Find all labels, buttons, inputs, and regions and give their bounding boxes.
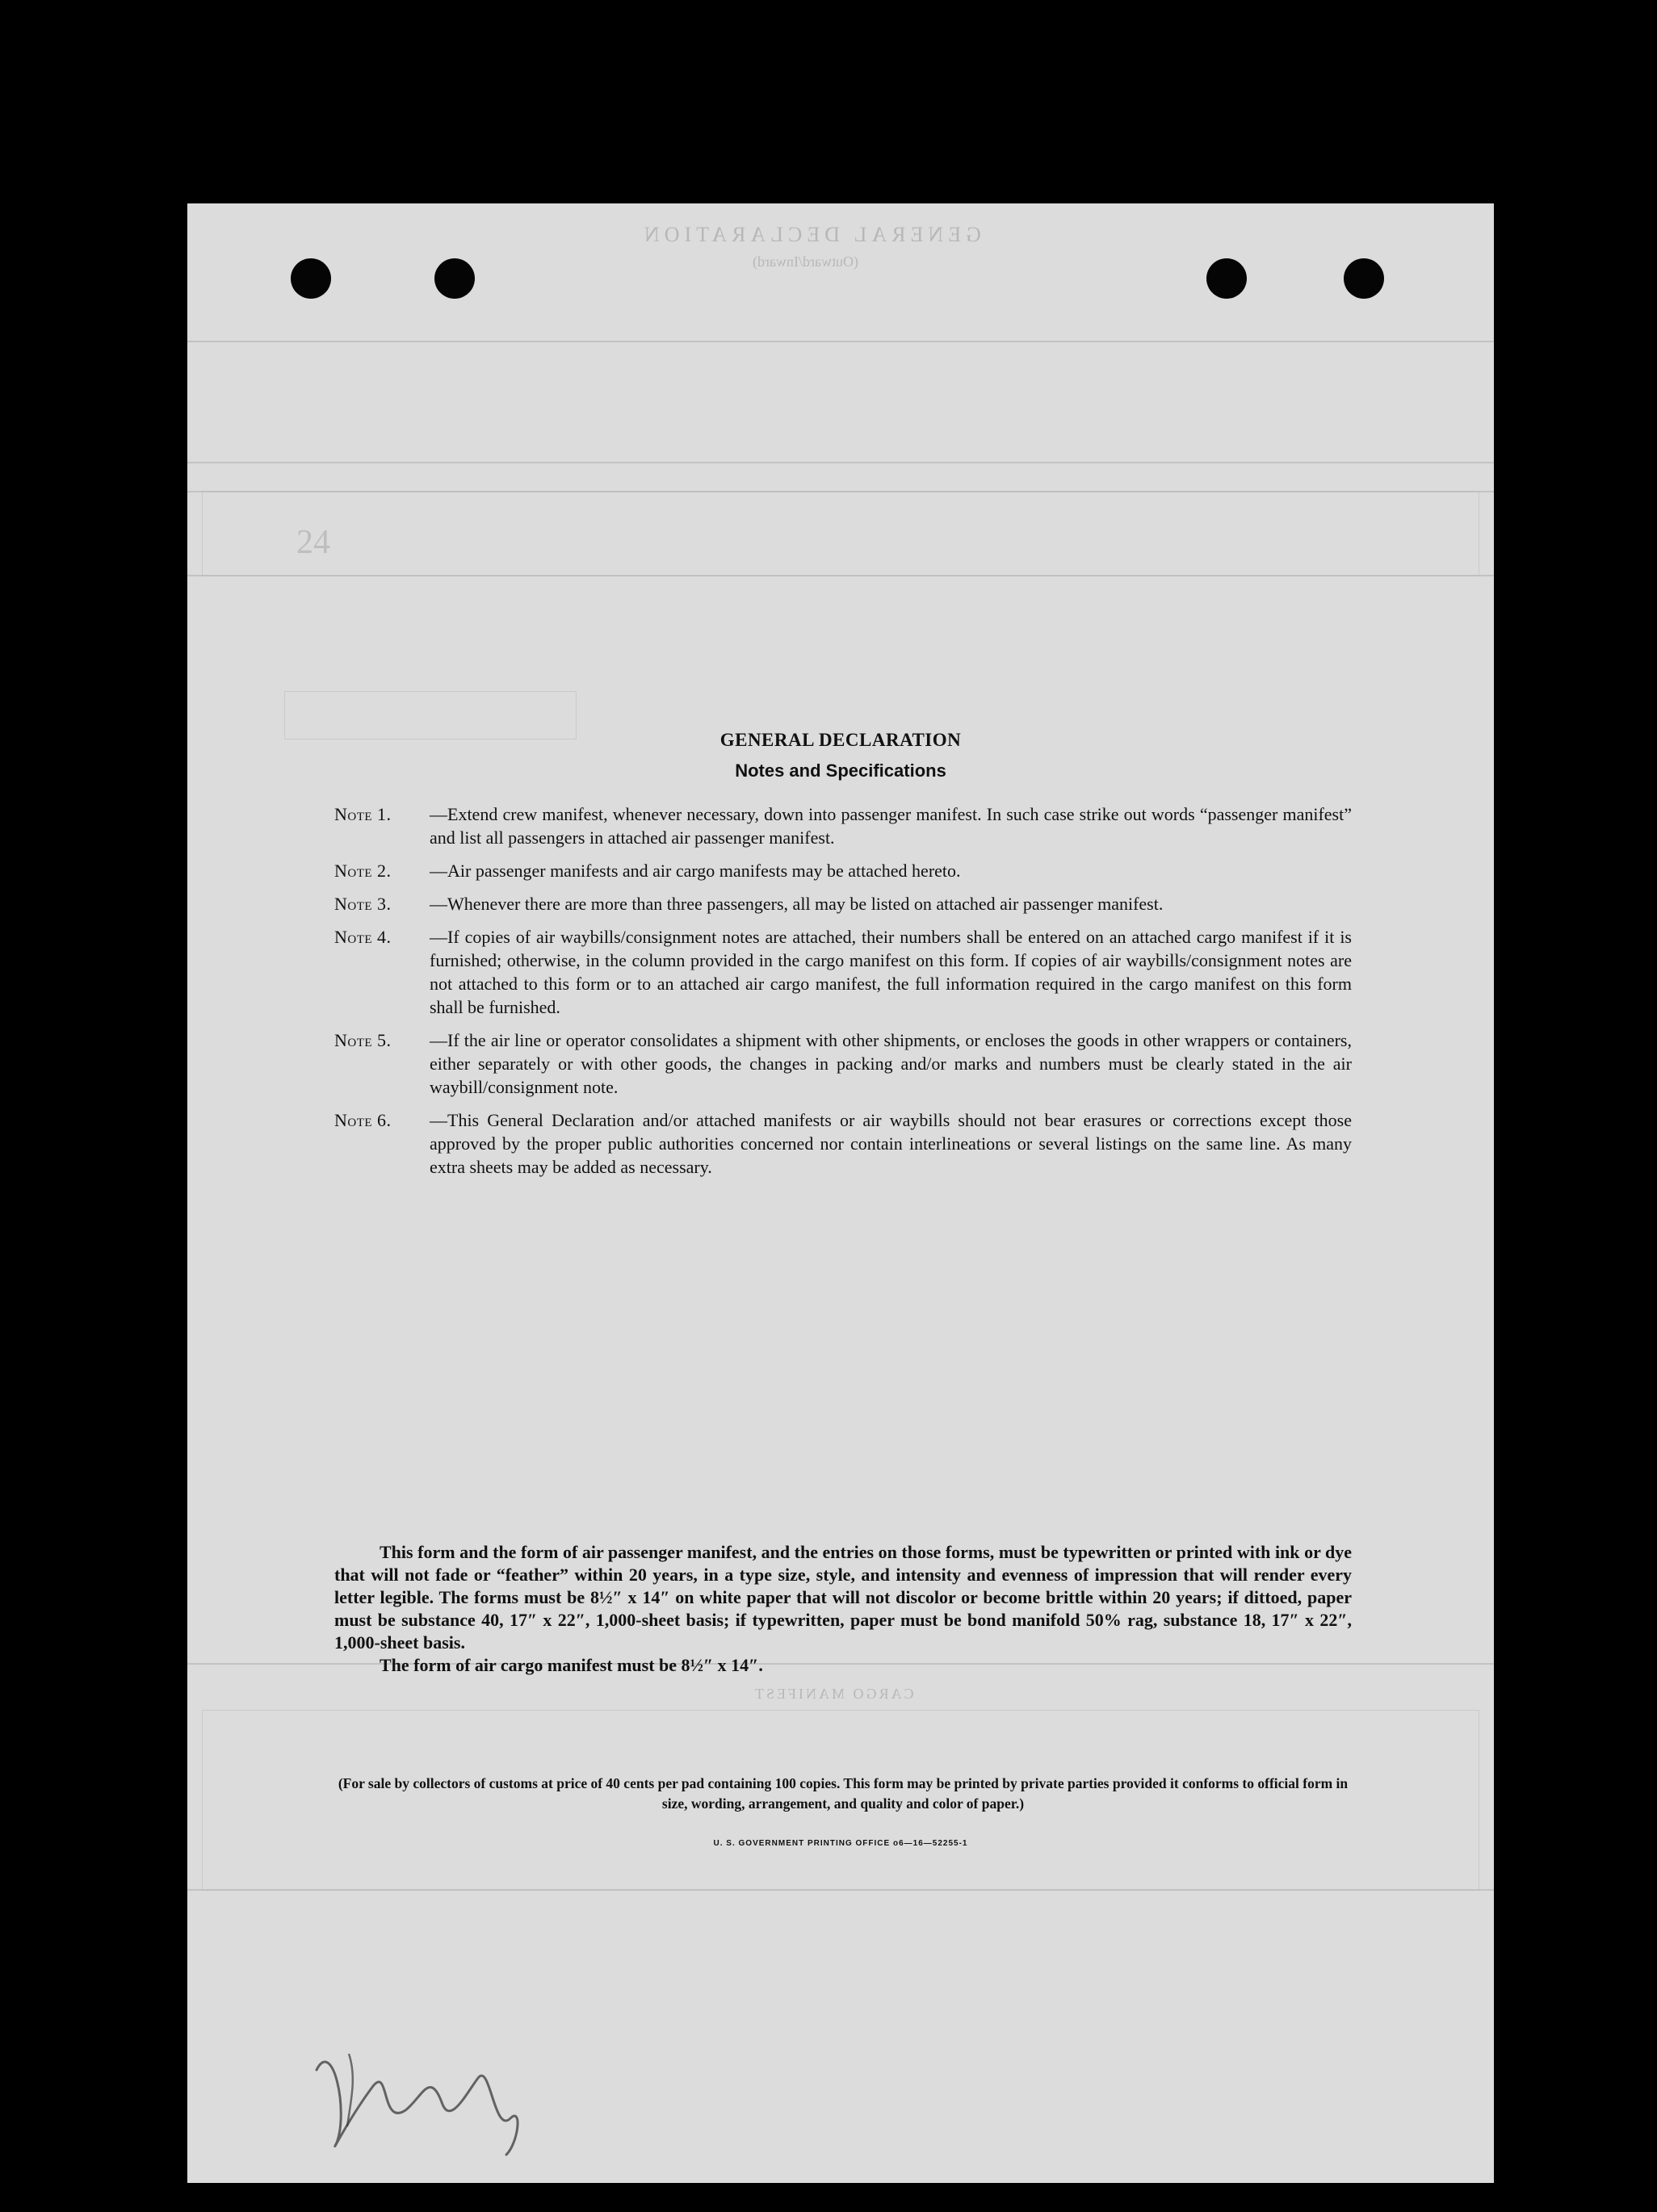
note-label: Note 4.	[334, 927, 392, 947]
note-item	[334, 802, 1352, 849]
note-item	[334, 1108, 1352, 1179]
show-through-table	[202, 491, 1479, 576]
note-item	[334, 892, 1352, 915]
note-text: —This General Declaration and/or attached manifests or air waybills should not bear erasures or corrections except those approved by the proper public authorities concerned nor contain interlineations or several listings on the same line. As many extra sheets may be added as necessary.	[430, 1110, 1352, 1177]
note-item	[334, 925, 1352, 1019]
printer-imprint: U. S. GOVERNMENT PRINTING OFFICE o6—16—52255-1	[713, 1839, 968, 1848]
note-text: —Whenever there are more than three passengers, all may be listed on attached air passenger manifest.	[430, 894, 1164, 914]
show-through-subheader: (Outward/Inward)	[753, 253, 858, 270]
note-label: Note 5.	[334, 1030, 392, 1050]
note-text: —If the air line or operator consolidates a shipment with other shipments, or encloses the goods in other wrappers or containers, either separately or with other goods, the changes in packing and/or marks and numbers must be clearly stated in the air waybill/consignment note.	[430, 1030, 1352, 1097]
punch-hole	[1344, 258, 1384, 299]
note-label: Note 3.	[334, 894, 392, 914]
document-title: GENERAL DECLARATION	[719, 730, 962, 750]
format-requirements	[334, 1541, 1352, 1677]
note-text: —If copies of air waybills/consignment notes are attached, their numbers shall be entered on an attached cargo manifest if it is furnished; otherwise, in the column provided in the cargo manifest on this form. If copies of air waybills/consignment notes are not attached to this form or to an attached air cargo manifest, the full information required in the cargo manifest on this form shall be furnished.	[430, 927, 1352, 1017]
note-label: Note 2.	[334, 861, 392, 881]
punch-hole	[1206, 258, 1247, 299]
format-paragraph: This form and the form of air passenger manifest, and the entries on those forms, must be typewritten or printed with ink or dye that will not fade or “feather” within 20 years, in a type size, style, and intensity and evenness of impression that will render every letter legible. The forms must be 8½″ x 14″ on white paper that will not discolor or become brittle within 20 years; if dittoed, paper must be substance 40, 17″ x 22″, 1,000-sheet basis; if typewritten, paper must be bond manifold 50% rag, substance 18, 17″ x 22″, 1,000-sheet basis.	[334, 1542, 1352, 1653]
sale-notice: (For sale by collectors of customs at price of 40 cents per pad containing 100 copies. This form may be printed by private parties provided it conforms to official form in size, wording, arrangement, and quality and color of paper.)	[338, 1775, 1349, 1812]
document-sheet	[187, 203, 1494, 2183]
note-item	[334, 1028, 1352, 1099]
notes-list	[334, 802, 1352, 1188]
note-text: —Air passenger manifests and air cargo manifests may be attached hereto.	[430, 861, 961, 881]
note-item	[334, 859, 1352, 882]
punch-hole	[434, 258, 475, 299]
punch-hole	[291, 258, 331, 299]
cargo-manifest-size: The form of air cargo manifest must be 8½″ x 14″.	[380, 1655, 763, 1675]
show-through-rule	[187, 462, 1494, 463]
handwritten-signature	[300, 2021, 543, 2167]
show-through-rule	[187, 341, 1494, 342]
note-text: —Extend crew manifest, whenever necessary, down into passenger manifest. In such case strike out words “passenger manifest” and list all passengers in attached air passenger manifest.	[430, 804, 1352, 848]
note-label: Note 6.	[334, 1110, 392, 1130]
note-label: Note 1.	[334, 804, 392, 824]
document-subtitle: Notes and Specifications	[735, 760, 946, 781]
show-through-page-number: 24	[296, 524, 330, 561]
show-through-cargo-heading: CARGO MANIFEST	[753, 1686, 914, 1702]
show-through-header: GENERAL DECLARATION	[640, 223, 981, 246]
